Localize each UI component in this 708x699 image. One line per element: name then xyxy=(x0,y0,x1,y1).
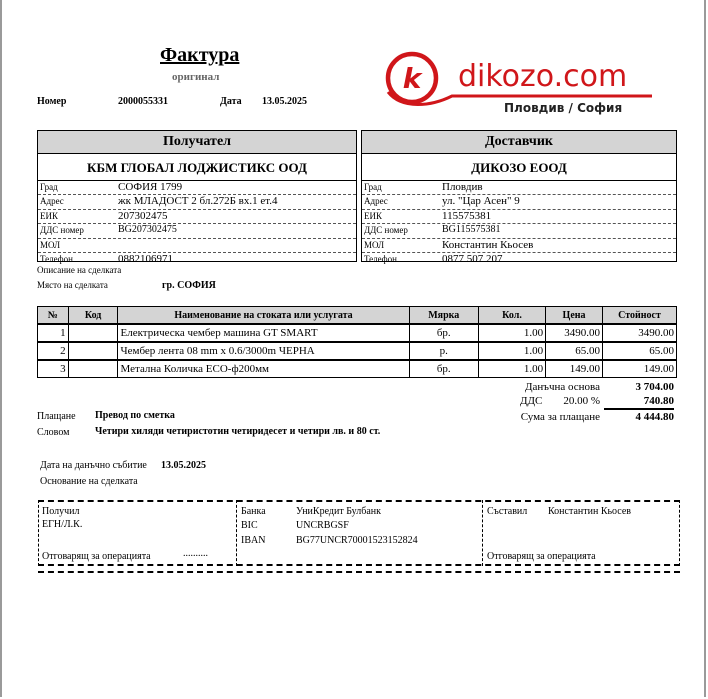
cell-value: 3490.00 xyxy=(603,324,677,342)
supplier-row-label: ЕИК xyxy=(364,210,382,221)
totals-divider xyxy=(604,408,674,410)
supplier-row-label: Телефон xyxy=(364,253,397,264)
supplier-row-label: Адрес xyxy=(364,196,388,207)
company-logo xyxy=(362,44,672,118)
logo-k-icon xyxy=(362,44,672,118)
recipient-row-value: СОФИЯ 1799 xyxy=(118,181,183,193)
logo-brand: dikozo.com xyxy=(458,59,628,94)
invoice-number: 2000055331 xyxy=(118,96,168,107)
recipient-row-value: 0882106971 xyxy=(118,252,173,265)
vat-label: ДДС xyxy=(520,395,543,407)
total-value: 4 444.80 xyxy=(635,411,674,423)
bank-name: УниКредит Булбанк xyxy=(296,506,381,517)
logo-letter: k xyxy=(402,62,422,95)
items-table xyxy=(37,306,677,378)
table-row xyxy=(38,360,677,378)
cell-qty: 1.00 xyxy=(478,324,545,342)
deal-place-label: Място на сделката xyxy=(37,280,108,290)
supplier-row-value: 0877 507 207 xyxy=(442,252,503,265)
recipient-row-label: ДДС номер xyxy=(40,225,84,236)
supplier-box xyxy=(361,130,677,265)
supplier-row-label: Град xyxy=(364,182,382,192)
col-header: Наименование на стоката или услугата xyxy=(118,307,409,325)
col-header: Мярка xyxy=(409,307,478,325)
divider xyxy=(679,500,680,566)
compiled-by: Константин Кьосев xyxy=(548,506,632,517)
signature-area xyxy=(38,500,680,566)
col-header: № xyxy=(38,307,69,325)
col-header: Цена xyxy=(546,307,603,325)
supplier-header: Доставчик xyxy=(362,131,676,154)
divider xyxy=(38,500,39,566)
event-date: 13.05.2025 xyxy=(161,460,206,471)
col-header: Стойност xyxy=(603,307,677,325)
vat-value: 740.80 xyxy=(643,395,674,407)
cell-price: 149.00 xyxy=(546,360,603,378)
recipient-row-label: ЕИК xyxy=(40,210,58,221)
supplier-name: ДИКОЗО ЕООД xyxy=(362,154,676,181)
responsible-label-2: Отговарящ за операцията xyxy=(487,551,596,562)
tax-base-value: 3 704.00 xyxy=(635,381,674,393)
compiled-label: Съставил xyxy=(487,506,528,517)
recipient-row-label: Град xyxy=(40,182,58,192)
payment-method: Превод по сметка xyxy=(95,410,175,421)
supplier-row-label: МОЛ xyxy=(364,239,385,250)
invoice-date: 13.05.2025 xyxy=(262,96,307,107)
cell-name: Електрическа чембер машина GT SMART xyxy=(118,324,409,342)
payment-method-label: Плащане xyxy=(37,411,76,422)
recipient-header: Получател xyxy=(38,131,356,154)
cell-unit: бр. xyxy=(409,324,478,342)
cell-price: 3490.00 xyxy=(546,324,603,342)
invoice-title: Фактура xyxy=(160,44,240,66)
table-row xyxy=(38,342,677,360)
divider xyxy=(38,564,680,566)
cell-name: Чембер лента 08 mm x 0.6/3000m ЧЕРНА xyxy=(118,342,409,360)
cell-unit: бр. xyxy=(409,360,478,378)
tax-base-label: Данъчна основа xyxy=(525,381,600,393)
iban-value: BG77UNCR70001523152824 xyxy=(296,535,418,546)
logo-cities: Пловдив / София xyxy=(504,101,623,115)
divider xyxy=(38,571,680,573)
received-label: Получил xyxy=(42,506,80,517)
divider xyxy=(482,500,483,566)
cell-name: Метална Количка ECO-ф200мм xyxy=(118,360,409,378)
date-label: Дата xyxy=(220,96,242,107)
vat-rate: 20.00 % xyxy=(563,395,600,407)
payment-words-label: Словом xyxy=(37,427,70,438)
recipient-row-value: BG207302475 xyxy=(118,224,177,236)
table-header-row xyxy=(38,307,677,325)
cell-no: 2 xyxy=(38,342,69,360)
payment-words: Четири хиляди четиристотин четиридесет и четири лв. и 80 ст. xyxy=(95,426,381,437)
recipient-row-value: 207302475 xyxy=(118,209,168,222)
recipient-row-label: Телефон xyxy=(40,253,73,264)
cell-no: 3 xyxy=(38,360,69,378)
supplier-row-value: 115575381 xyxy=(442,209,492,222)
cell-unit: р. xyxy=(409,342,478,360)
cell-code xyxy=(68,342,118,360)
supplier-row-value: BG115575381 xyxy=(442,224,501,236)
recipient-row-label: МОЛ xyxy=(40,239,61,250)
recipient-name: КБМ ГЛОБАЛ ЛОДЖИСТИКС ООД xyxy=(38,154,356,181)
number-label: Номер xyxy=(37,96,67,107)
recipient-box xyxy=(37,130,357,265)
deal-place: гр. СОФИЯ xyxy=(162,280,216,291)
supplier-row-value: ул. "Цар Асен" 9 xyxy=(442,195,520,208)
supplier-row-label: ДДС номер xyxy=(364,225,408,236)
cell-code xyxy=(68,360,118,378)
cell-value: 149.00 xyxy=(603,360,677,378)
divider xyxy=(236,500,237,566)
supplier-row-value: Пловдив xyxy=(442,181,483,193)
col-header: Код xyxy=(68,307,118,325)
recipient-row-label: Адрес xyxy=(40,196,64,207)
event-date-label: Дата на данъчно събитие xyxy=(40,460,147,471)
bank-label: Банка xyxy=(241,506,266,517)
cell-qty: 1.00 xyxy=(478,342,545,360)
supplier-row-value: Константин Кьосев xyxy=(442,238,534,251)
responsible-label: Отговарящ за операцията xyxy=(42,551,151,562)
col-header: Кол. xyxy=(478,307,545,325)
signature-dots: .......... xyxy=(183,548,208,559)
invoice-subtitle: оригинал xyxy=(172,71,220,83)
recipient-row-value: жк МЛАДОСТ 2 бл.272Б вх.1 ет.4 xyxy=(118,195,278,208)
cell-no: 1 xyxy=(38,324,69,342)
egn-label: ЕГН/Л.К. xyxy=(42,519,83,530)
iban-label: IBAN xyxy=(241,535,266,546)
divider xyxy=(38,500,680,502)
cell-code xyxy=(68,324,118,342)
deal-description-label: Описание на сделката xyxy=(37,265,122,275)
total-label: Сума за плащане xyxy=(520,411,600,423)
bic-label: BIC xyxy=(241,520,258,531)
cell-qty: 1.00 xyxy=(478,360,545,378)
cell-price: 65.00 xyxy=(546,342,603,360)
event-basis-label: Основание на сделката xyxy=(40,476,138,487)
table-row xyxy=(38,324,677,342)
cell-value: 65.00 xyxy=(603,342,677,360)
bic-value: UNCRBGSF xyxy=(296,520,349,531)
